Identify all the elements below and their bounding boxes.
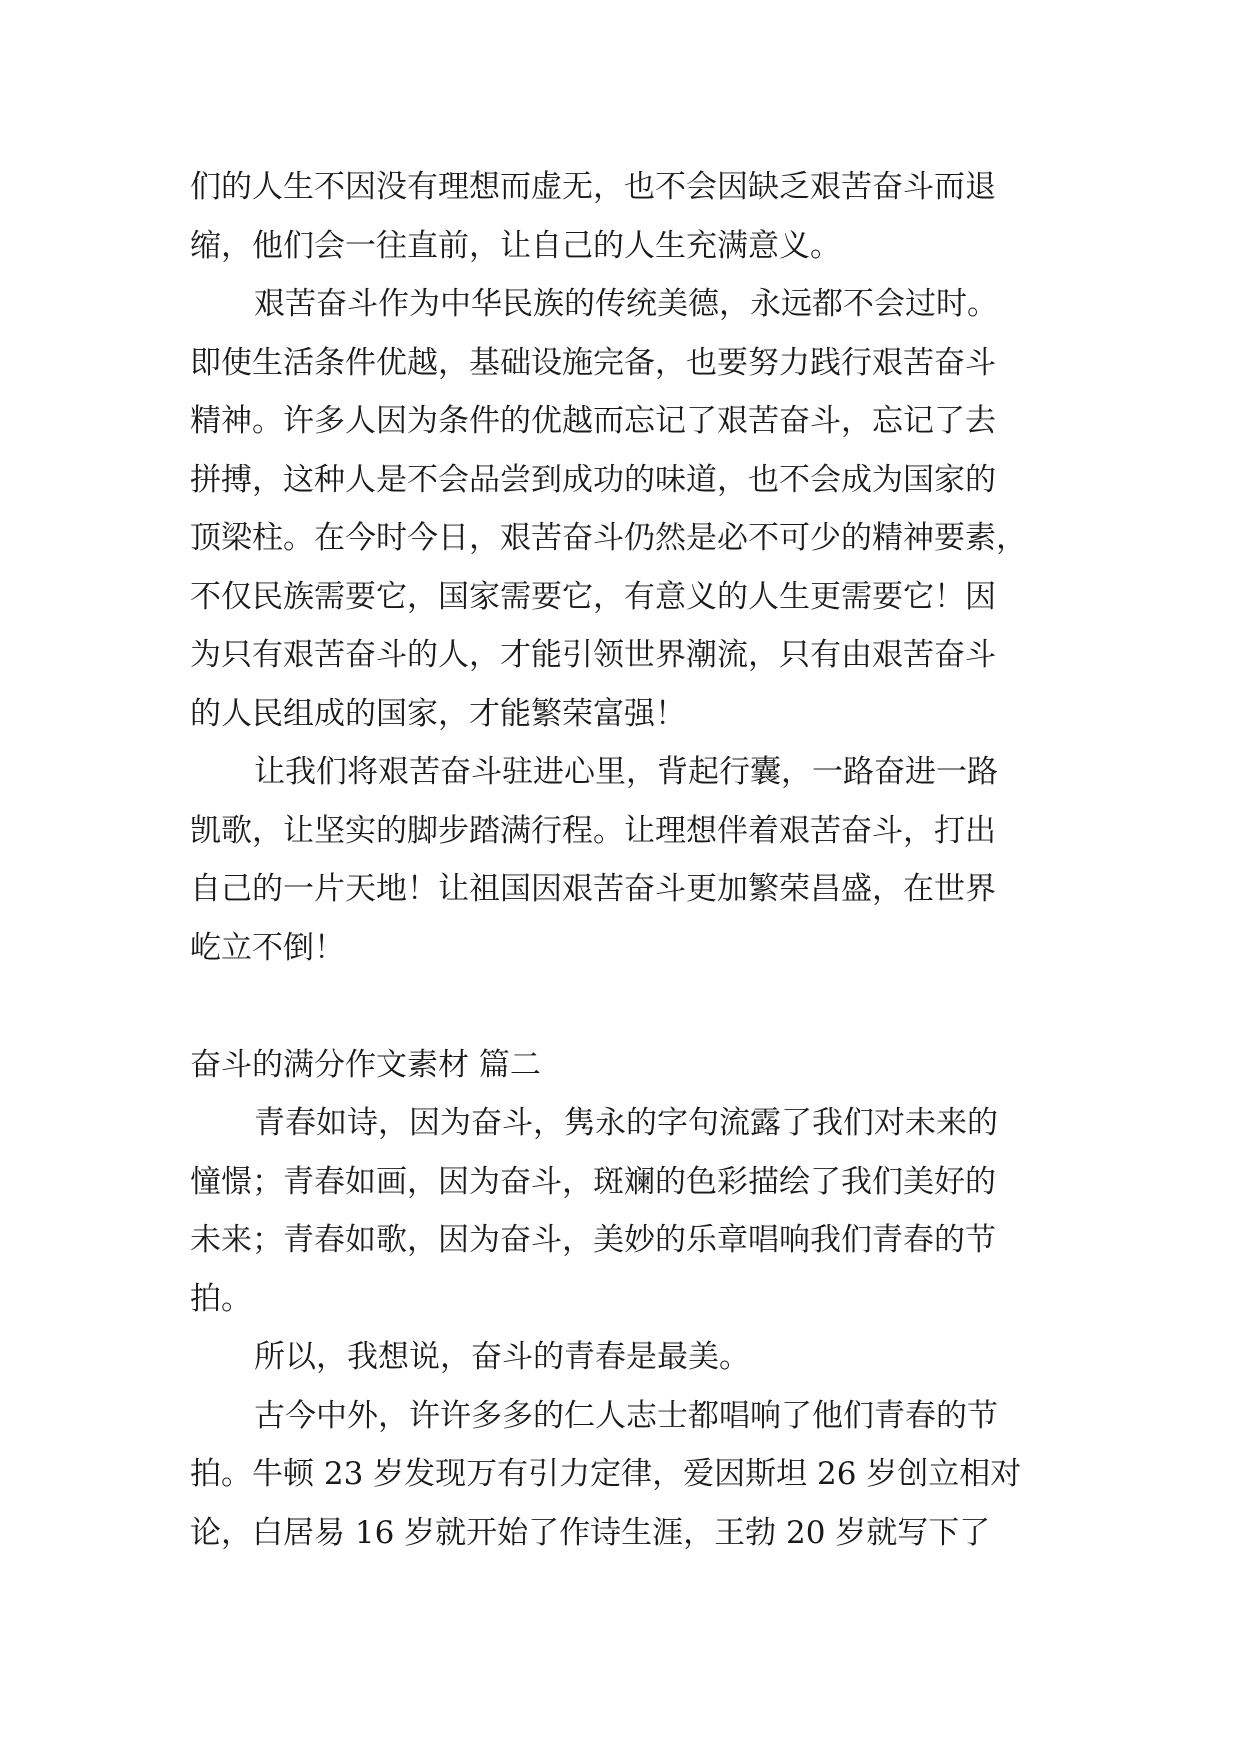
paragraph-youth	[190, 1094, 1070, 1328]
text-line: 拍。牛顿 23 岁发现万有引力定律，爱因斯坦 26 岁创立相对	[190, 1456, 1022, 1492]
text-line: 屹立不倒！	[190, 929, 345, 966]
section-heading: 奋斗的满分作文素材 篇二	[190, 1046, 541, 1083]
text-line: 自己的一片天地！让祖国因艰苦奋斗更加繁荣昌盛，在世界	[190, 871, 996, 907]
text-line: 不仅民族需要它，国家需要它，有意义的人生更需要它！因	[190, 578, 996, 615]
text-column	[190, 158, 1070, 1562]
paragraph-continuation	[190, 158, 1070, 275]
text-line: 憧憬；青春如画，因为奋斗，斑斓的色彩描绘了我们美好的	[190, 1163, 996, 1200]
paragraph-statement	[190, 1328, 1070, 1387]
text-line: 拍。	[190, 1280, 252, 1317]
paragraph-conclusion	[190, 743, 1070, 977]
text-line: 缩，他们会一往直前，让自己的人生充满意义。	[190, 227, 841, 264]
section-spacer	[190, 977, 1070, 1036]
text-line: 拼搏，这种人是不会品尝到成功的味道，也不会成为国家的	[190, 461, 996, 498]
text-line: 让我们将艰苦奋斗驻进心里，背起行囊，一路奋进一路	[254, 754, 998, 790]
paragraph-examples	[190, 1387, 1070, 1563]
text-line: 的人民组成的国家，才能繁荣富强！	[190, 695, 686, 732]
text-line: 青春如诗，因为奋斗，隽永的字句流露了我们对未来的	[254, 1105, 998, 1141]
text-line: 凯歌，让坚实的脚步踏满行程。让理想伴着艰苦奋斗，打出	[190, 812, 996, 849]
text-line: 顶梁柱。在今时今日，艰苦奋斗仍然是必不可少的精神要素，	[190, 520, 1027, 556]
paragraph-tradition	[190, 275, 1070, 743]
text-line: 论，白居易 16 岁就开始了作诗生涯，王勃 20 岁就写下了	[190, 1514, 991, 1551]
text-line: 艰苦奋斗作为中华民族的传统美德，永远都不会过时。	[254, 286, 998, 322]
text-line: 即使生活条件优越，基础设施完备，也要努力践行艰苦奋斗	[190, 344, 996, 381]
text-line: 古今中外，许许多多的仁人志士都唱响了他们青春的节	[254, 1397, 998, 1434]
text-line: 未来；青春如歌，因为奋斗，美妙的乐章唱响我们青春的节	[190, 1222, 996, 1258]
text-line: 所以，我想说，奋斗的青春是最美。	[254, 1339, 750, 1375]
text-line: 为只有艰苦奋斗的人，才能引领世界潮流，只有由艰苦奋斗	[190, 637, 996, 673]
text-line: 精神。许多人因为条件的优越而忘记了艰苦奋斗，忘记了去	[190, 403, 996, 439]
text-line: 们的人生不因没有理想而虚无，也不会因缺乏艰苦奋斗而退	[190, 169, 996, 205]
